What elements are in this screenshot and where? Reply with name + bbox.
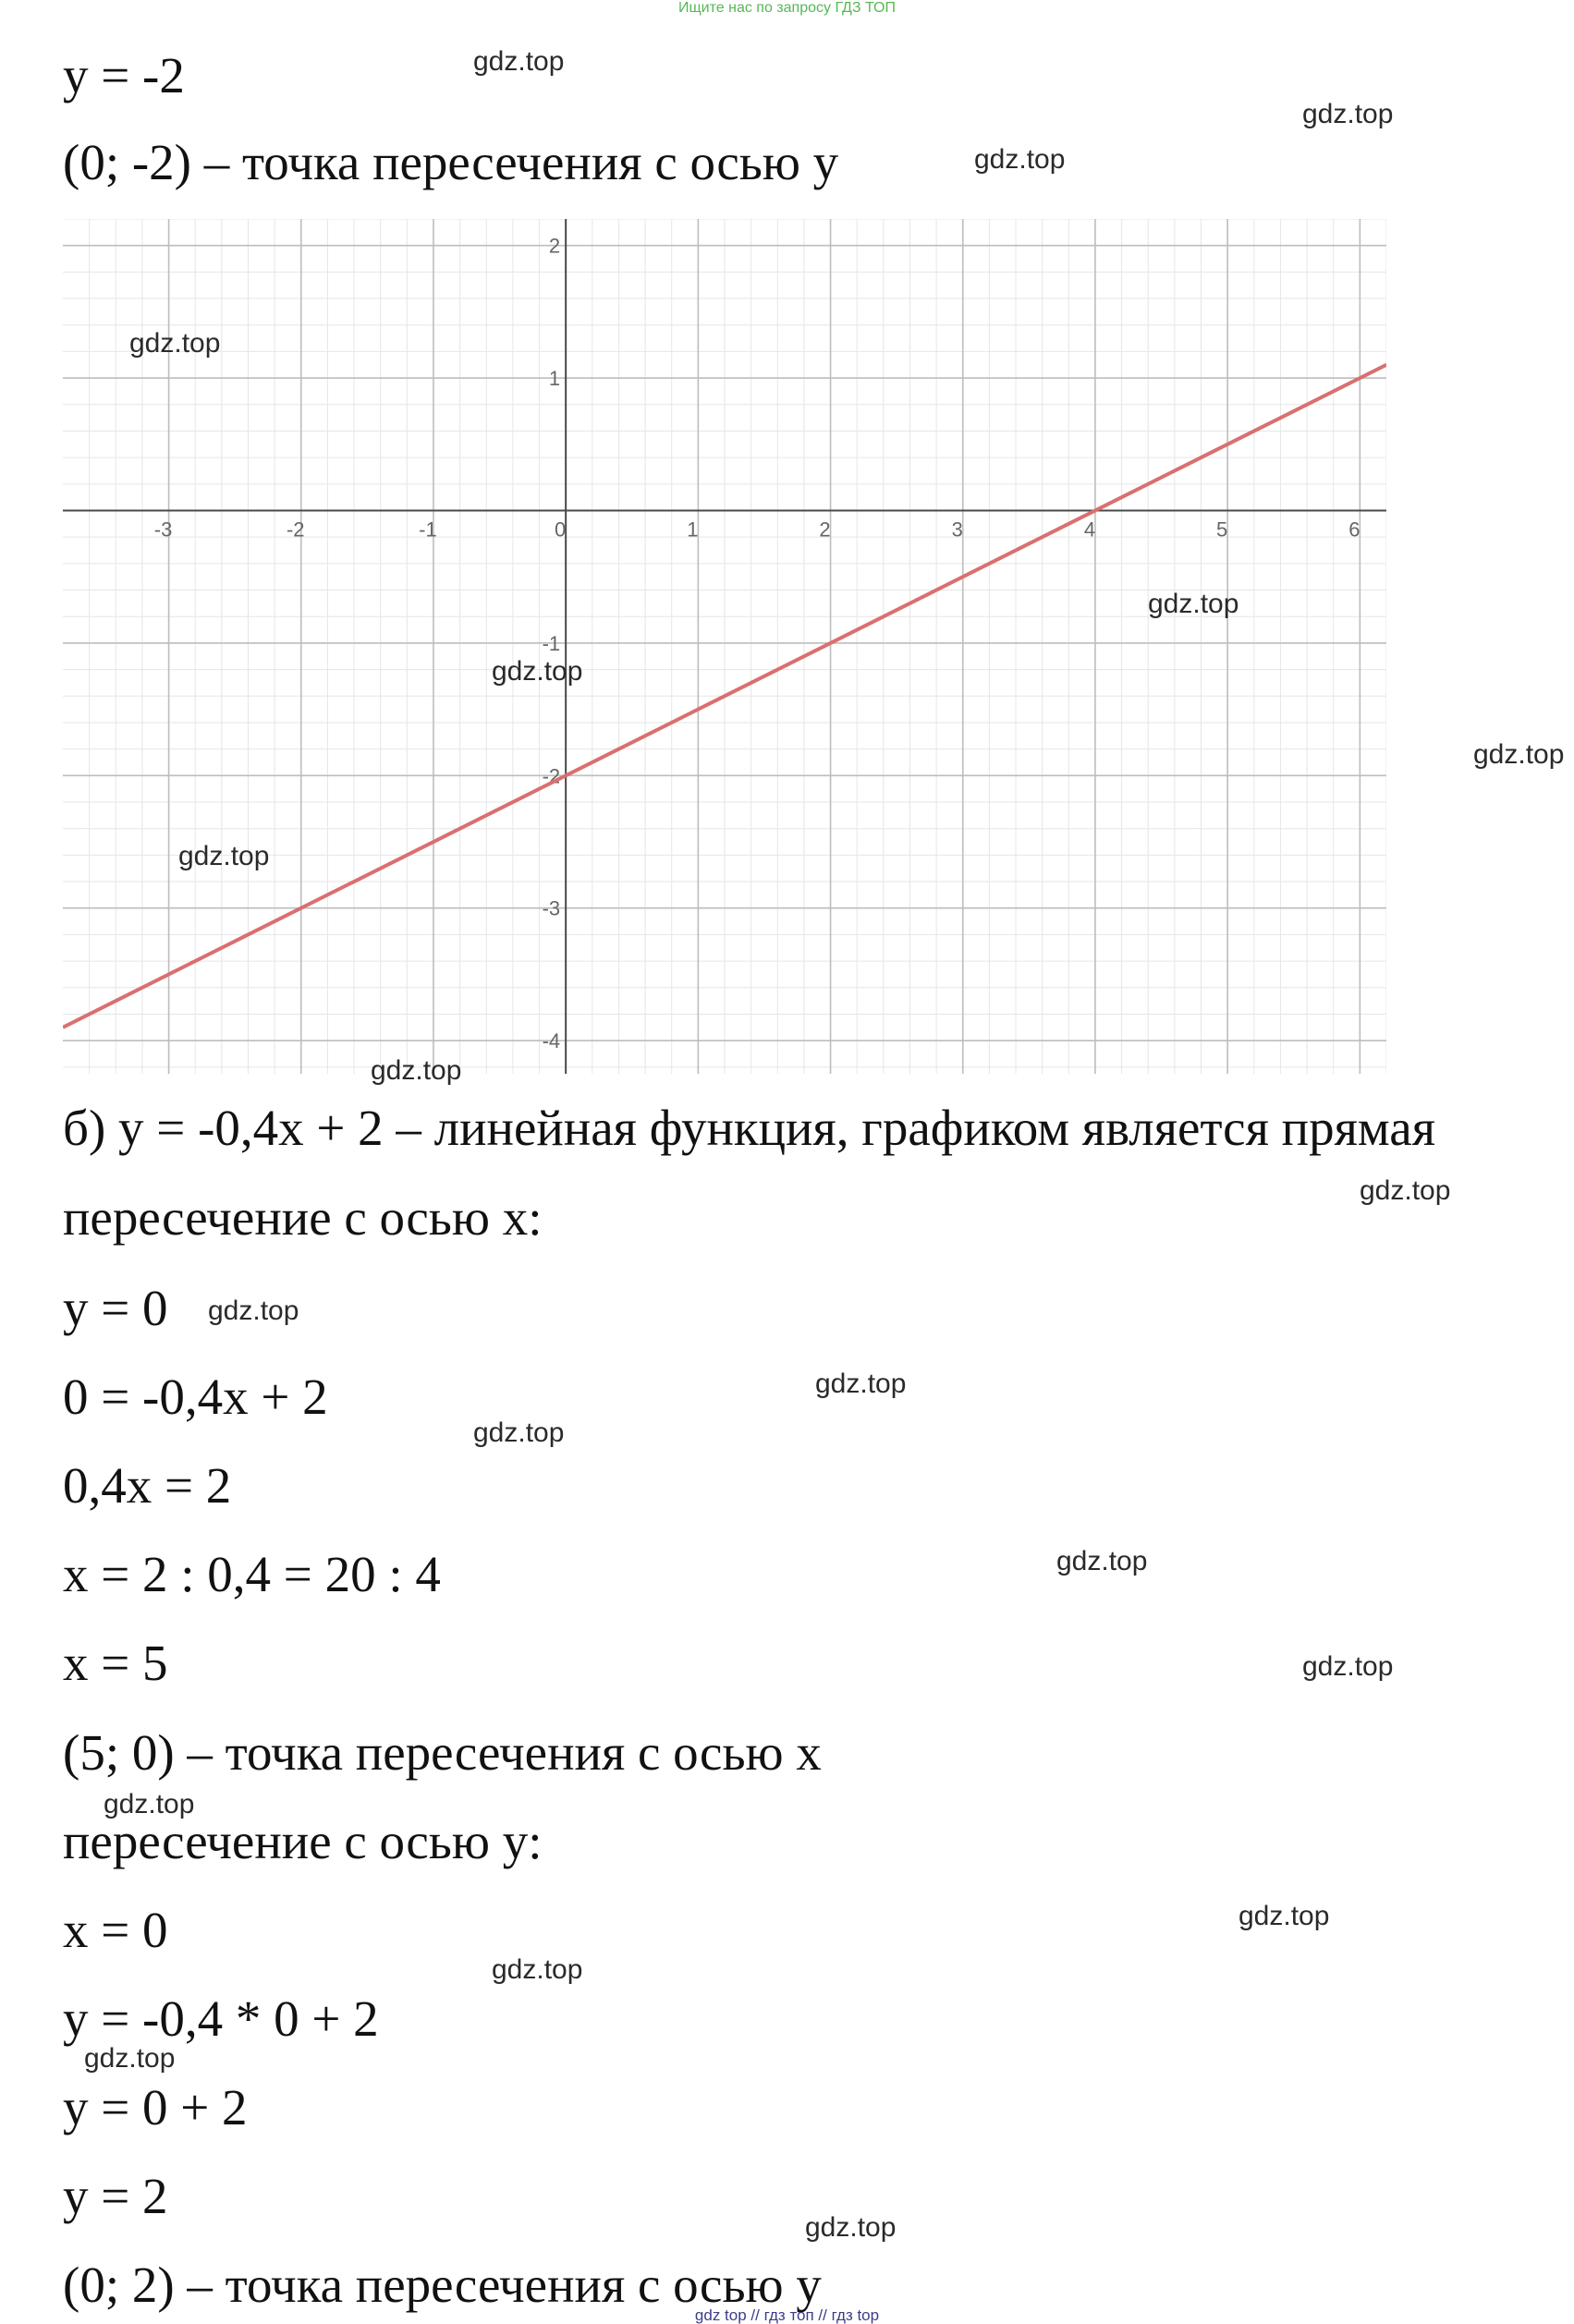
x-tick-label: 6: [1348, 517, 1360, 541]
intersection-y-line: (0; -2) – точка пересечения с осью y: [63, 134, 839, 190]
solution-line: (5; 0) – точка пересечения с осью x: [63, 1724, 822, 1781]
watermark: gdz.top: [805, 2212, 897, 2243]
equation-line: y = -2: [63, 47, 185, 103]
solution-line: x = 2 : 0,4 = 20 : 4: [63, 1546, 441, 1602]
watermark: gdz.top: [1360, 1175, 1451, 1206]
footer-links: gdz top // гдз топ // гдз top: [694, 2306, 880, 2324]
x-tick-label: 4: [1083, 517, 1096, 541]
watermark: gdz.top: [1302, 1651, 1394, 1682]
watermark: gdz.top: [974, 144, 1066, 175]
watermark: gdz.top: [84, 2043, 176, 2074]
watermark: gdz.top: [1302, 99, 1394, 129]
solution-line: 0 = -0,4x + 2: [63, 1369, 328, 1425]
watermark: gdz.top: [178, 841, 270, 871]
x-tick-label: -1: [419, 517, 437, 541]
y-tick-label: 1: [548, 367, 561, 391]
watermark: gdz.top: [1238, 1901, 1330, 1931]
watermark: gdz.top: [473, 46, 565, 77]
y-tick-label: -2: [542, 764, 561, 788]
watermark: gdz.top: [208, 1296, 299, 1326]
x-tick-label: 2: [819, 517, 831, 541]
solution-line: y = 0: [63, 1280, 168, 1336]
watermark: gdz.top: [371, 1055, 462, 1086]
solution-line: x = 5: [63, 1635, 168, 1691]
solution-line: пересечение с осью x:: [63, 1189, 543, 1246]
y-tick-label: -1: [542, 631, 561, 655]
solution-line: пересечение с осью y:: [63, 1813, 543, 1869]
y-tick-label: -3: [542, 896, 561, 920]
y-tick-label: 2: [548, 234, 561, 258]
watermark: gdz.top: [1473, 739, 1565, 770]
solution-line: (0; 2) – точка пересечения с осью y: [63, 2257, 822, 2313]
x-tick-label: 5: [1216, 517, 1228, 541]
watermark: gdz.top: [1056, 1546, 1148, 1576]
x-tick-label: 1: [687, 517, 699, 541]
watermark: gdz.top: [815, 1369, 907, 1399]
solution-line: y = 0 + 2: [63, 2079, 248, 2135]
solution-line: y = -0,4 * 0 + 2: [63, 1990, 379, 2047]
solution-line: 0,4x = 2: [63, 1457, 232, 1514]
solution-line: x = 0: [63, 1902, 168, 1958]
watermark: gdz.top: [1148, 589, 1239, 619]
x-tick-label: 3: [951, 517, 963, 541]
task-b-heading: б) y = -0,4x + 2 – линейная функция, графиком является прямая: [63, 1100, 1435, 1156]
x-tick-label: -2: [286, 517, 305, 541]
watermark: gdz.top: [104, 1789, 195, 1819]
watermark: gdz.top: [473, 1418, 565, 1448]
solution-line: y = 2: [63, 2168, 168, 2224]
x-tick-label: -3: [153, 517, 173, 541]
watermark: gdz.top: [492, 656, 583, 687]
watermark: gdz.top: [129, 328, 221, 359]
watermark: gdz.top: [492, 1954, 583, 1985]
search-banner: Ищите нас по запросу ГДЗ ТОП: [678, 0, 896, 16]
function-graph: [63, 219, 1386, 1074]
y-tick-label: -4: [542, 1029, 561, 1053]
x-tick-label: 0: [555, 517, 567, 541]
